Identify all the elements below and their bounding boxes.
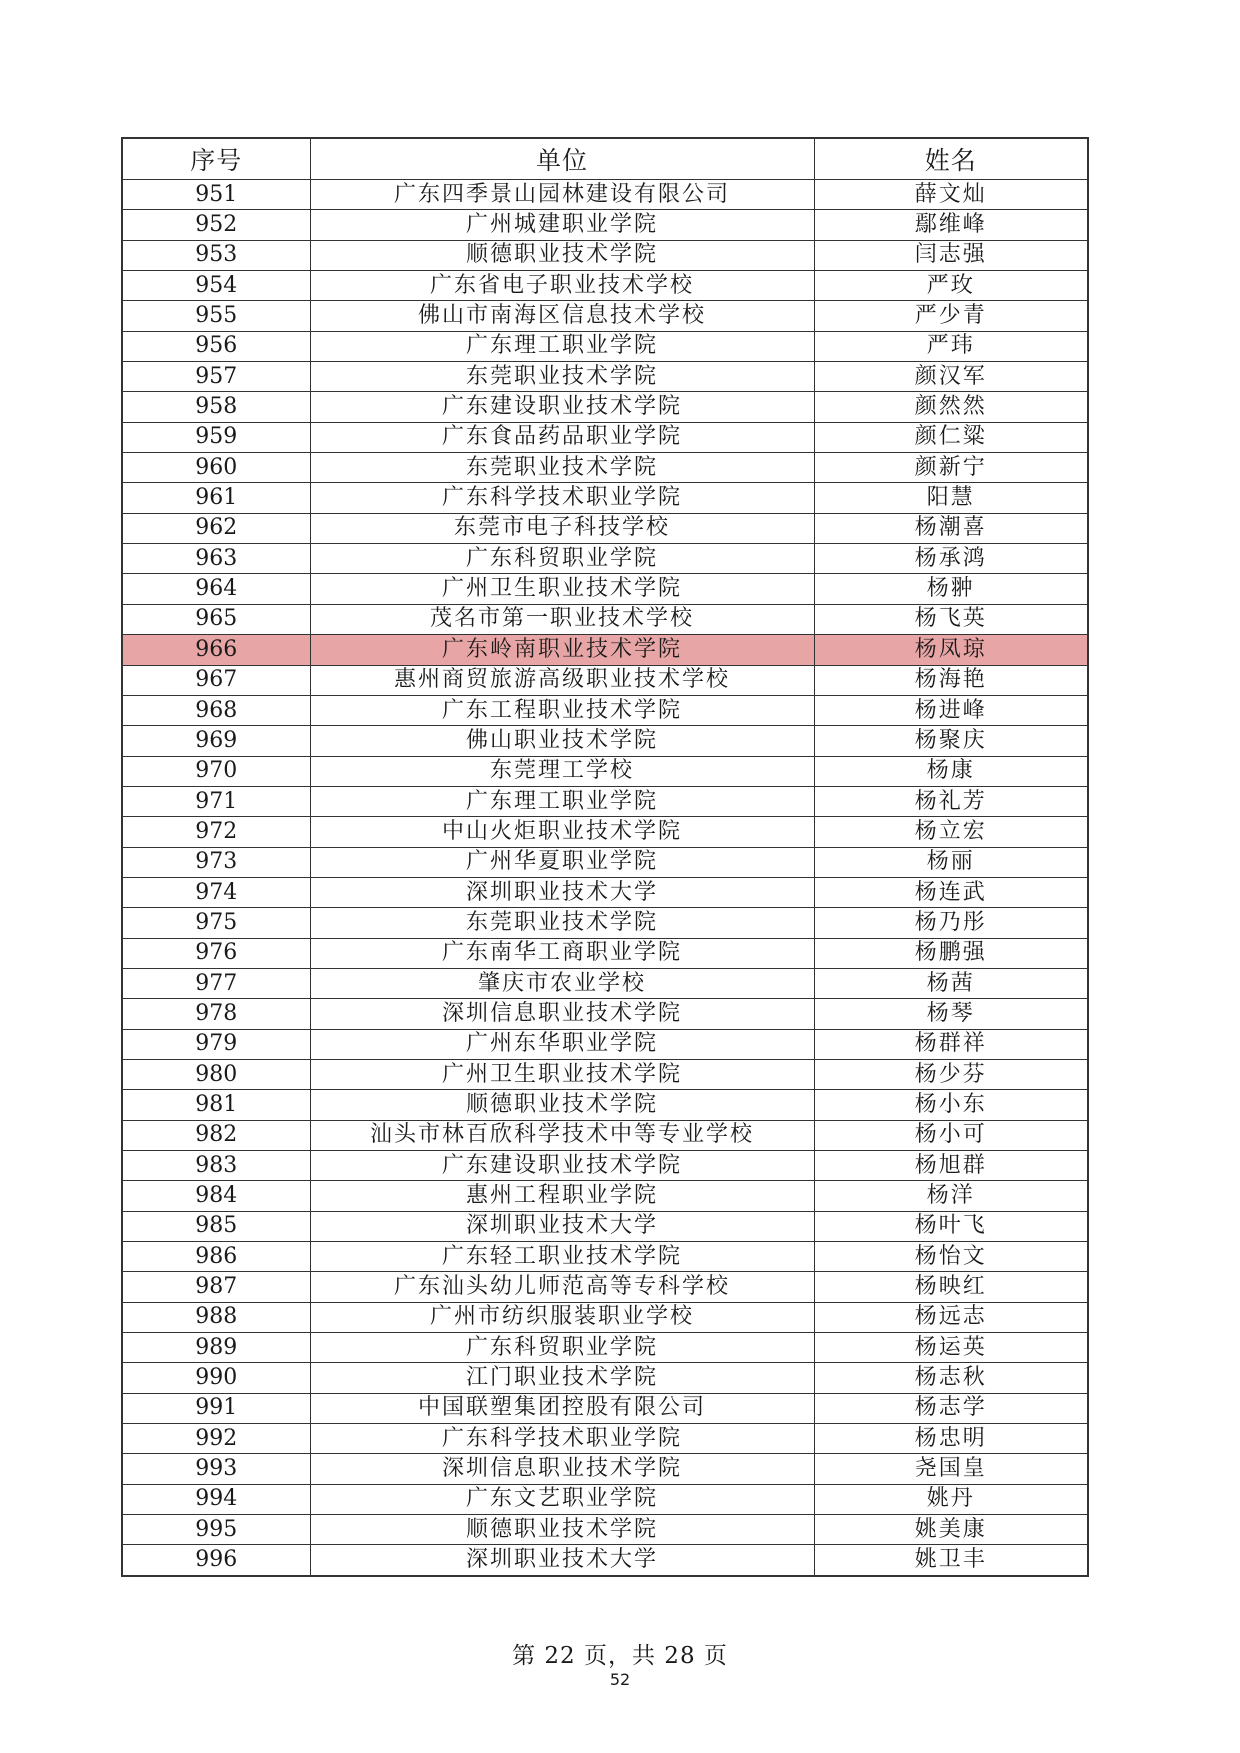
row-unit: 广东科贸职业学院	[310, 544, 814, 574]
table-row	[122, 513, 1088, 543]
row-serial: 992	[122, 1424, 310, 1454]
row-unit: 广州卫生职业技术学院	[310, 574, 814, 604]
row-unit: 茂名市第一职业技术学校	[310, 604, 814, 634]
row-unit: 广州华夏职业学院	[310, 847, 814, 877]
row-unit: 广东南华工商职业学院	[310, 938, 814, 968]
table-row	[122, 483, 1088, 513]
row-name: 杨叶飞	[814, 1211, 1088, 1241]
row-unit: 广州城建职业学院	[310, 210, 814, 240]
roster-table	[121, 137, 1089, 1577]
row-name: 杨飞英	[814, 604, 1088, 634]
table-row	[122, 362, 1088, 392]
row-name: 闫志强	[814, 240, 1088, 270]
row-serial: 979	[122, 1029, 310, 1059]
row-name: 杨运英	[814, 1333, 1088, 1363]
row-serial: 961	[122, 483, 310, 513]
table-row	[122, 908, 1088, 938]
table-row	[122, 938, 1088, 968]
row-unit: 顺德职业技术学院	[310, 240, 814, 270]
row-serial: 962	[122, 513, 310, 543]
row-serial: 965	[122, 604, 310, 634]
table-row	[122, 877, 1088, 907]
table-row	[122, 1090, 1088, 1120]
row-serial: 987	[122, 1272, 310, 1302]
table-row	[122, 695, 1088, 725]
table-row	[122, 968, 1088, 998]
page-footer: 第 22 页，共 28 页	[512, 1643, 728, 1669]
row-serial: 973	[122, 847, 310, 877]
table-row	[122, 726, 1088, 756]
row-unit: 顺德职业技术学院	[310, 1515, 814, 1545]
row-unit: 广东汕头幼儿师范高等专科学校	[310, 1272, 814, 1302]
row-serial: 993	[122, 1454, 310, 1484]
row-serial: 980	[122, 1059, 310, 1089]
row-unit: 惠州商贸旅游高级职业技术学校	[310, 665, 814, 695]
row-name: 杨映红	[814, 1272, 1088, 1302]
row-serial: 978	[122, 999, 310, 1029]
row-name: 颜然然	[814, 392, 1088, 422]
row-name: 姚丹	[814, 1484, 1088, 1514]
row-name: 阳慧	[814, 483, 1088, 513]
table-row	[122, 1454, 1088, 1484]
row-name: 薛文灿	[814, 180, 1088, 210]
row-name: 杨承鸿	[814, 544, 1088, 574]
row-serial: 955	[122, 301, 310, 331]
row-unit: 广东理工职业学院	[310, 331, 814, 361]
table-row	[122, 1363, 1088, 1393]
table-row	[122, 847, 1088, 877]
row-serial: 957	[122, 362, 310, 392]
header-unit: 单位	[310, 138, 814, 180]
row-unit: 广东建设职业技术学院	[310, 1151, 814, 1181]
row-name: 杨康	[814, 756, 1088, 786]
row-unit: 东莞市电子科技学校	[310, 513, 814, 543]
header-name: 姓名	[814, 138, 1088, 180]
table-row	[122, 544, 1088, 574]
row-serial: 984	[122, 1181, 310, 1211]
table-row	[122, 1333, 1088, 1363]
row-unit: 广东文艺职业学院	[310, 1484, 814, 1514]
row-unit: 深圳职业技术大学	[310, 877, 814, 907]
row-name: 严少青	[814, 301, 1088, 331]
table-row	[122, 817, 1088, 847]
row-name: 杨远志	[814, 1302, 1088, 1332]
row-unit: 深圳信息职业技术学院	[310, 1454, 814, 1484]
row-serial: 989	[122, 1333, 310, 1363]
row-name: 杨鹏强	[814, 938, 1088, 968]
row-unit: 广东省电子职业技术学校	[310, 271, 814, 301]
table-row	[122, 1120, 1088, 1150]
table-row	[122, 786, 1088, 816]
row-unit: 佛山职业技术学院	[310, 726, 814, 756]
row-serial: 952	[122, 210, 310, 240]
row-serial: 958	[122, 392, 310, 422]
table-row	[122, 422, 1088, 452]
table-row	[122, 635, 1088, 665]
row-serial: 974	[122, 877, 310, 907]
row-serial: 956	[122, 331, 310, 361]
row-serial: 976	[122, 938, 310, 968]
row-name: 杨聚庆	[814, 726, 1088, 756]
table-row	[122, 392, 1088, 422]
row-serial: 966	[122, 635, 310, 665]
table-row	[122, 1151, 1088, 1181]
table-header-row	[122, 138, 1088, 180]
table-row	[122, 1059, 1088, 1089]
row-serial: 983	[122, 1151, 310, 1181]
row-unit: 深圳职业技术大学	[310, 1545, 814, 1576]
roster-table-container	[121, 137, 1087, 1577]
row-name: 杨进峰	[814, 695, 1088, 725]
row-unit: 肇庆市农业学校	[310, 968, 814, 998]
row-serial: 996	[122, 1545, 310, 1576]
row-name: 姚美康	[814, 1515, 1088, 1545]
row-serial: 972	[122, 817, 310, 847]
row-serial: 977	[122, 968, 310, 998]
row-serial: 975	[122, 908, 310, 938]
row-name: 杨小东	[814, 1090, 1088, 1120]
row-unit: 广东理工职业学院	[310, 786, 814, 816]
row-serial: 982	[122, 1120, 310, 1150]
row-name: 严玮	[814, 331, 1088, 361]
row-name: 杨志学	[814, 1393, 1088, 1423]
row-name: 杨凤琼	[814, 635, 1088, 665]
row-name: 杨丽	[814, 847, 1088, 877]
row-serial: 954	[122, 271, 310, 301]
table-row	[122, 1545, 1088, 1576]
row-serial: 986	[122, 1242, 310, 1272]
row-serial: 970	[122, 756, 310, 786]
table-row	[122, 604, 1088, 634]
row-serial: 968	[122, 695, 310, 725]
table-row	[122, 574, 1088, 604]
row-unit: 深圳信息职业技术学院	[310, 999, 814, 1029]
row-unit: 广东岭南职业技术学院	[310, 635, 814, 665]
row-unit: 广东四季景山园林建设有限公司	[310, 180, 814, 210]
row-unit: 中山火炬职业技术学院	[310, 817, 814, 847]
row-serial: 963	[122, 544, 310, 574]
table-row	[122, 1272, 1088, 1302]
row-unit: 中国联塑集团控股有限公司	[310, 1393, 814, 1423]
table-row	[122, 1211, 1088, 1241]
row-name: 杨翀	[814, 574, 1088, 604]
row-unit: 广州东华职业学院	[310, 1029, 814, 1059]
row-unit: 江门职业技术学院	[310, 1363, 814, 1393]
row-name: 杨洋	[814, 1181, 1088, 1211]
table-row	[122, 1515, 1088, 1545]
row-serial: 953	[122, 240, 310, 270]
row-unit: 惠州工程职业学院	[310, 1181, 814, 1211]
row-unit: 东莞理工学校	[310, 756, 814, 786]
table-row	[122, 180, 1088, 210]
table-row	[122, 1484, 1088, 1514]
row-name: 鄢维峰	[814, 210, 1088, 240]
row-unit: 广州卫生职业技术学院	[310, 1059, 814, 1089]
table-body	[122, 180, 1088, 1576]
row-name: 杨茜	[814, 968, 1088, 998]
table-row	[122, 210, 1088, 240]
row-name: 杨小可	[814, 1120, 1088, 1150]
row-name: 杨琴	[814, 999, 1088, 1029]
row-serial: 988	[122, 1302, 310, 1332]
table-row	[122, 331, 1088, 361]
row-name: 颜汉军	[814, 362, 1088, 392]
row-name: 杨礼芳	[814, 786, 1088, 816]
row-serial: 991	[122, 1393, 310, 1423]
row-serial: 995	[122, 1515, 310, 1545]
row-unit: 广东工程职业技术学院	[310, 695, 814, 725]
table-row	[122, 1242, 1088, 1272]
table-row	[122, 1181, 1088, 1211]
row-unit: 广东科学技术职业学院	[310, 483, 814, 513]
row-unit: 广东科贸职业学院	[310, 1333, 814, 1363]
row-name: 杨立宏	[814, 817, 1088, 847]
row-name: 颜新宁	[814, 453, 1088, 483]
row-unit: 东莞职业技术学院	[310, 453, 814, 483]
row-name: 姚卫丰	[814, 1545, 1088, 1576]
row-unit: 东莞职业技术学院	[310, 908, 814, 938]
row-name: 杨忠明	[814, 1424, 1088, 1454]
table-row	[122, 756, 1088, 786]
table-row	[122, 453, 1088, 483]
row-unit: 广州市纺织服装职业学校	[310, 1302, 814, 1332]
row-name: 杨连武	[814, 877, 1088, 907]
row-serial: 981	[122, 1090, 310, 1120]
row-serial: 990	[122, 1363, 310, 1393]
row-serial: 960	[122, 453, 310, 483]
table-row	[122, 1302, 1088, 1332]
row-unit: 深圳职业技术大学	[310, 1211, 814, 1241]
page-number: 52	[609, 1670, 631, 1689]
row-name: 颜仁粱	[814, 422, 1088, 452]
row-serial: 959	[122, 422, 310, 452]
row-name: 杨怡文	[814, 1242, 1088, 1272]
row-name: 杨旭群	[814, 1151, 1088, 1181]
row-name: 严玫	[814, 271, 1088, 301]
row-serial: 969	[122, 726, 310, 756]
table-row	[122, 271, 1088, 301]
row-unit: 东莞职业技术学院	[310, 362, 814, 392]
header-serial: 序号	[122, 138, 310, 180]
row-serial: 994	[122, 1484, 310, 1514]
row-unit: 顺德职业技术学院	[310, 1090, 814, 1120]
row-unit: 广东科学技术职业学院	[310, 1424, 814, 1454]
row-name: 杨潮喜	[814, 513, 1088, 543]
row-name: 杨志秋	[814, 1363, 1088, 1393]
table-row	[122, 301, 1088, 331]
row-name: 杨海艳	[814, 665, 1088, 695]
row-serial: 985	[122, 1211, 310, 1241]
table-row	[122, 240, 1088, 270]
table-row	[122, 1424, 1088, 1454]
table-row	[122, 1393, 1088, 1423]
row-serial: 971	[122, 786, 310, 816]
row-unit: 佛山市南海区信息技术学校	[310, 301, 814, 331]
table-row	[122, 999, 1088, 1029]
table-row	[122, 665, 1088, 695]
row-unit: 广东轻工职业技术学院	[310, 1242, 814, 1272]
row-unit: 广东建设职业技术学院	[310, 392, 814, 422]
row-unit: 汕头市林百欣科学技术中等专业学校	[310, 1120, 814, 1150]
row-name: 杨少芬	[814, 1059, 1088, 1089]
row-serial: 967	[122, 665, 310, 695]
row-serial: 964	[122, 574, 310, 604]
row-name: 杨群祥	[814, 1029, 1088, 1059]
row-name: 尧国皇	[814, 1454, 1088, 1484]
row-unit: 广东食品药品职业学院	[310, 422, 814, 452]
row-name: 杨乃彤	[814, 908, 1088, 938]
table-row	[122, 1029, 1088, 1059]
row-serial: 951	[122, 180, 310, 210]
